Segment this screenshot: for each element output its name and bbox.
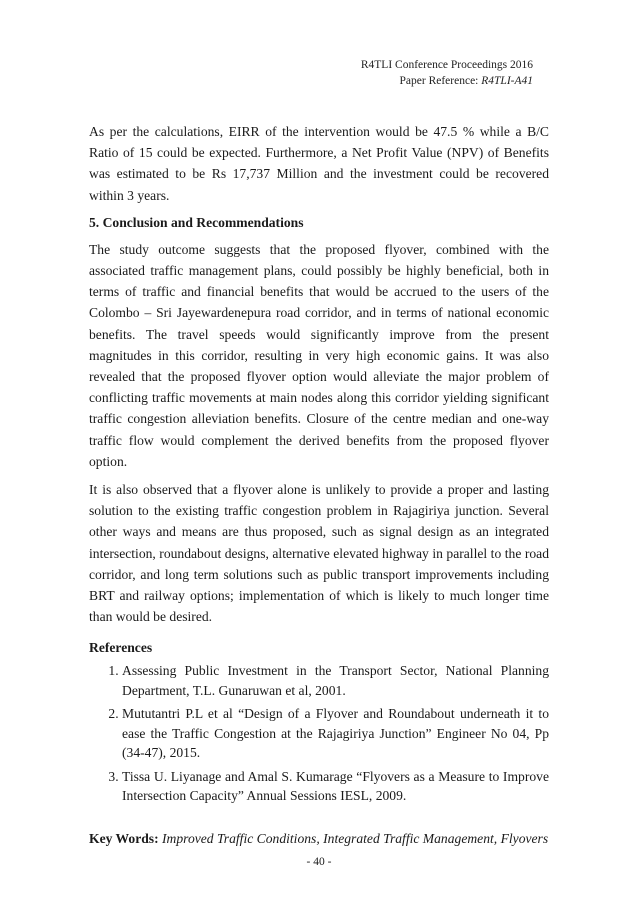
paper-reference-label: Paper Reference: (399, 75, 482, 87)
references-heading: References (89, 640, 153, 656)
conference-title: R4TLI Conference Proceedings 2016 (360, 59, 533, 71)
reference-item: 3. Tissa U. Liyanage and Amal S. Kumarage “Flyovers as a Measure to Improve Intersection Capacity” Annual Sessions IESL, 2009. (122, 767, 549, 806)
intro-paragraph: As per the calculations, EIRR of the intervention would be 47.5 % while a B/C Ratio of 15 could be expected. Furthermore, a Net Profit Value (NPV) of Benefits was estimated to be Rs 17,737 Million and the investment could be recovered within 3 years. (89, 124, 549, 203)
paper-reference (361, 73, 533, 89)
references-list (89, 661, 549, 806)
paper-reference-value: R4TLI-A41 (481, 75, 533, 87)
keywords (89, 828, 549, 849)
section-heading-conclusion: 5. Conclusion and Recommendations (89, 214, 304, 230)
keywords-text: Improved Traffic Conditions, Integrated Traffic Management, Flyovers (162, 830, 549, 846)
main-content (89, 121, 549, 849)
running-header (361, 57, 533, 89)
page-number: - 40 - (306, 856, 332, 868)
keywords-label: Key Words: (89, 830, 163, 846)
conclusion-paragraph-1: The study outcome suggests that the proposed flyover, combined with the associated traffic management plans, could possibly be highly beneficial, both in terms of traffic and financial benefits that would be accrued to the users of the Colombo – Sri Jayewardenepura road corridor, and in terms of national economic benefits. The travel speeds would significantly improve from the present magnitudes in this corridor, resulting in very high economic gains. It was also revealed that the proposed flyover option would alleviate the major problem of conflicting traffic movements at main nodes along this corridor yielding significant traffic congestion alleviation benefits. Closure of the centre median and one-way traffic flow would complement the derived benefits from the proposed flyover option. (89, 241, 549, 469)
conclusion-paragraph-2: It is also observed that a flyover alone is unlikely to provide a proper and lasting solution to the existing traffic congestion problem in Rajagiriya junction. Several other ways and means are thus proposed, such as signal design as an integrated intersection, roundabout designs, alternative elevated highway in parallel to the road corridor, and long term solutions such as public transport improvements including BRT and railway options; implementation of which is likely to much longer time than would be desired. (89, 482, 549, 625)
reference-item: 1. Assessing Public Investment in the Transport Sector, National Planning Department, T.L. Gunaruwan et al, 2001. (122, 661, 549, 700)
reference-item: 2. Mututantri P.L et al “Design of a Flyover and Roundabout underneath it to ease the Traffic Congestion at the Rajagiriya Junction” Engineer No 04, Pp (34-47), 2015. (122, 704, 549, 763)
